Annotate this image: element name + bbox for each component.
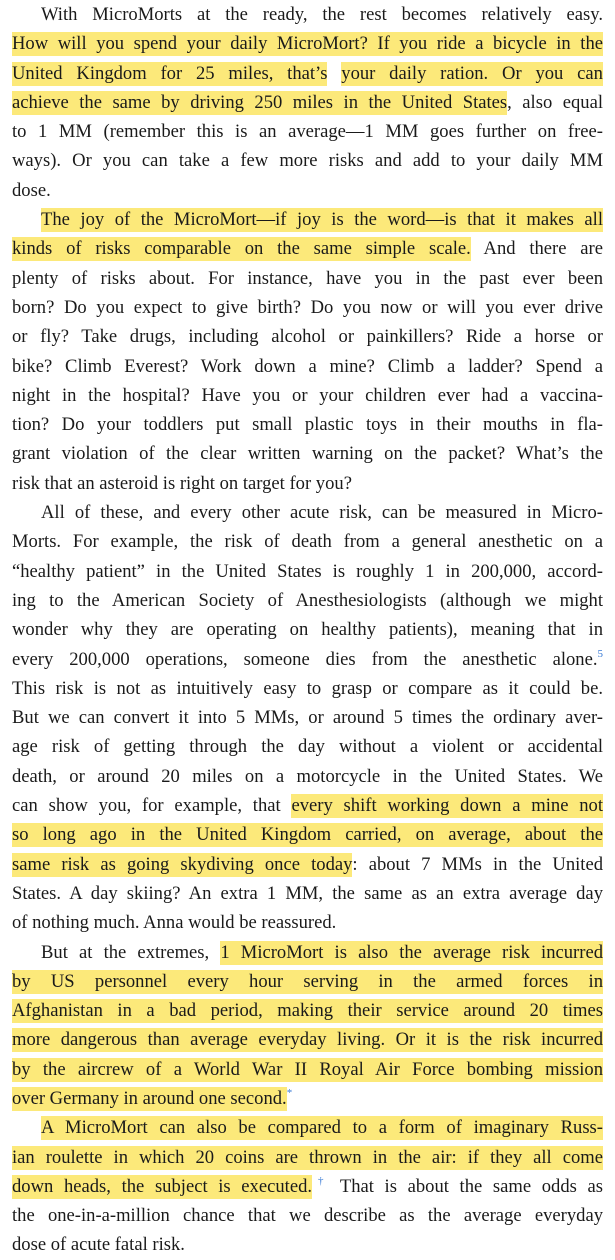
text-line	[12, 0, 603, 29]
text-line	[12, 29, 603, 58]
text-segment: every 200,000 operations, someone dies from the anesthetic alone.	[12, 648, 598, 670]
text-line	[12, 645, 603, 674]
text-line	[12, 1172, 603, 1201]
text-segment: age risk of getting through the day without a violent or accidental	[12, 736, 603, 758]
text-line	[12, 938, 603, 967]
highlighted-text: kinds of risks comparable on the same simple scale.	[12, 238, 471, 260]
text-line	[12, 498, 603, 527]
text-line	[12, 1055, 603, 1084]
text-segment: born? Do you expect to give birth? Do you now or will you ever drive	[12, 296, 603, 318]
highlighted-text: your daily ration. Or you can	[341, 62, 603, 84]
text-line	[12, 293, 603, 322]
text-segment: bike? Climb Everest? Work down a mine? Climb a ladder? Spend a	[12, 355, 603, 377]
text-line	[12, 439, 603, 468]
text-line	[12, 1143, 603, 1172]
highlighted-text: by US personnel every hour serving in the armed forces in	[12, 970, 603, 992]
text-segment: “healthy patient” in the United States is roughly 1 in 200,000, accord-	[12, 560, 603, 582]
text-segment: wonder why they are operating on healthy patients), meaning that in	[12, 619, 603, 641]
text-segment: ing to the American Society of Anesthesiologists (although we might	[12, 589, 603, 611]
text-line	[12, 762, 603, 791]
text-segment: to 1 MM (remember this is an average—1 MM goes further on free-	[12, 121, 603, 143]
highlighted-text: down heads, the subject is executed.	[12, 1175, 313, 1197]
highlighted-text: United Kingdom for 25 miles, that’s	[12, 62, 328, 84]
text-segment: States. A day skiing? An extra 1 MM, the same as an extra average day	[12, 882, 603, 904]
text-line	[12, 1084, 603, 1113]
text-line	[12, 1113, 603, 1142]
text-segment: dose.	[12, 179, 51, 201]
highlighted-text: A MicroMort can also be compared to a form of imaginary Russ-	[41, 1117, 603, 1139]
text-line	[12, 850, 603, 879]
footnote-marker[interactable]: *	[286, 1086, 293, 1099]
text-segment: This risk is not as intuitively easy to grasp or compare as it could be.	[12, 677, 603, 699]
text-line	[12, 586, 603, 615]
text-segment: or fly? Take drugs, including alcohol or painkillers? Ride a horse or	[12, 326, 603, 348]
text-segment: tion? Do your toddlers put small plastic toys in their mouths in fla-	[12, 414, 603, 436]
highlighted-text: ian roulette in which 20 coins are thrown in the air: if they all come	[12, 1146, 603, 1168]
text-segment: But we can convert it into 5 MMs, or around 5 times the ordinary aver-	[12, 707, 603, 729]
text-line	[12, 322, 603, 351]
text-line	[12, 908, 603, 937]
text-line	[12, 674, 603, 703]
text-line	[12, 88, 603, 117]
highlighted-text: 1 MicroMort is also the average risk incurred	[220, 941, 603, 963]
text-segment: But at the extremes,	[41, 941, 221, 963]
text-line	[12, 615, 603, 644]
highlighted-text: more dangerous than average everyday living. Or it is the risk incurred	[12, 1029, 603, 1051]
text-segment: All of these, and every other acute risk, can be measured in Micro-	[41, 502, 603, 524]
text-line	[12, 469, 603, 498]
highlighted-text: How will you spend your daily MicroMort? If you ride a bicycle in the	[12, 33, 603, 55]
text-line	[12, 1025, 603, 1054]
text-line	[12, 381, 603, 410]
text-segment: Morts. For example, the risk of death from a general anesthetic on a	[12, 531, 603, 553]
highlighted-text: The joy of the MicroMort—if joy is the word—is that it makes all	[41, 209, 603, 231]
text-line	[12, 59, 603, 88]
text-segment: , also equal	[507, 91, 603, 113]
highlighted-text: by the aircrew of a World War II Royal Air Force bombing mission	[12, 1058, 603, 1080]
text-segment: And there are	[470, 238, 603, 260]
highlighted-text: every shift working down a mine not	[291, 795, 603, 817]
text-line	[12, 410, 603, 439]
text-line	[12, 703, 603, 732]
text-line	[12, 879, 603, 908]
text-segment: : about 7 MMs in the United	[352, 853, 603, 875]
text-line	[12, 732, 603, 761]
text-line	[12, 1230, 603, 1259]
text-segment: of nothing much. Anna would be reassured.	[12, 912, 337, 934]
highlighted-text: over Germany in around one second.	[12, 1087, 287, 1109]
highlighted-text: achieve the same by driving 250 miles in the United States	[12, 91, 508, 113]
highlighted-text: so long ago in the United Kingdom carried, on average, about the	[12, 824, 603, 846]
text-line	[12, 557, 603, 586]
text-segment: With MicroMorts at the ready, the rest becomes relatively easy.	[41, 4, 603, 25]
text-line	[12, 117, 603, 146]
text-segment: grant violation of the clear written warning on the packet? What’s the	[12, 443, 603, 465]
text-line	[12, 264, 603, 293]
footnote-marker[interactable]: 5	[597, 647, 603, 660]
text-line	[12, 820, 603, 849]
text-line	[12, 205, 603, 234]
text-segment: That is about the same odds as	[329, 1175, 604, 1197]
text-line	[12, 234, 603, 263]
text-segment: plenty of risks about. For instance, have you in the past ever been	[12, 267, 603, 289]
text-segment: can show you, for example, that	[12, 795, 292, 817]
footnote-marker[interactable]: †	[312, 1174, 330, 1187]
text-line	[12, 527, 603, 556]
text-segment: ways). Or you can take a few more risks and add to your daily MM	[12, 150, 603, 172]
text-segment: the one-in-a-million chance that we describe as the average everyday	[12, 1205, 603, 1227]
text-line	[12, 352, 603, 381]
text-segment	[327, 63, 341, 84]
body-text	[12, 0, 603, 1260]
text-line	[12, 996, 603, 1025]
text-line	[12, 1201, 603, 1230]
text-line	[12, 967, 603, 996]
text-segment: risk that an asteroid is right on target for you?	[12, 472, 352, 494]
text-line	[12, 146, 603, 175]
text-segment: night in the hospital? Have you or your children ever had a vaccina-	[12, 384, 603, 406]
text-line	[12, 176, 603, 205]
text-segment: death, or around 20 miles on a motorcycle in the United States. We	[12, 765, 603, 787]
highlighted-text: same risk as going skydiving once today	[12, 853, 353, 875]
text-segment: dose of acute fatal risk.	[12, 1234, 185, 1256]
highlighted-text: Afghanistan in a bad period, making their service around 20 times	[12, 1000, 603, 1022]
text-line	[12, 791, 603, 820]
